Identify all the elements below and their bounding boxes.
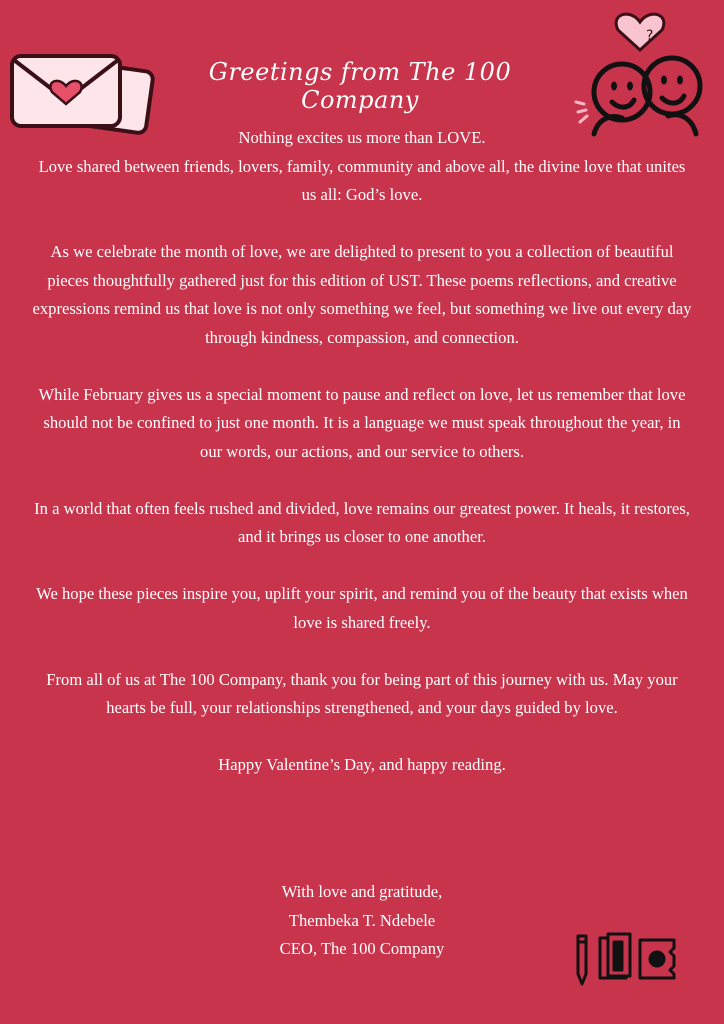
paragraph-2: As we celebrate the month of love, we are delighted to present to you a collection of beautiful pieces thoughtfully gathered just for this edition of UST. These poems reflections, and creative expressions remind us that love is not only something we feel, but something we live out every day through kindness, compassion, and connection.	[32, 242, 692, 347]
signature-name: Thembeka T. Ndebele	[288, 910, 436, 930]
paragraph-5: We hope these pieces inspire you, uplift your spirit, and remind you of the beauty that exists when love is shared freely.	[36, 584, 688, 632]
pencil-book-sharpener-icon	[572, 928, 682, 990]
page-title: Greetings from The 100 Company	[208, 58, 512, 114]
paragraph-3: While February gives us a special moment to pause and reflect on love, let us remember that love should not be confined to just one month. It is a language we must speak throughout the year, in our words, our actions, and our service to others.	[38, 384, 686, 461]
signature-closing: With love and gratitude,	[281, 882, 443, 901]
paragraph-6: From all of us at The 100 Company, thank you for being part of this journey with us. May your hearts be full, your relationships strengthened, and your days guided by love.	[46, 669, 678, 717]
svg-text:?: ?	[646, 28, 654, 44]
paragraph-4: In a world that often feels rushed and divided, love remains our greatest power. It heals, it restores, and it brings us closer to one another.	[34, 498, 690, 546]
signature-role: CEO, The 100 Company	[279, 939, 445, 958]
paragraph-7: Happy Valentine’s Day, and happy reading.	[218, 755, 506, 774]
signature-block	[200, 878, 524, 964]
paragraph-1-line-2: Love shared between friends, lovers, family, community and above all, the divine love that unites us all: God’s love.	[38, 156, 686, 204]
letter-body	[32, 124, 692, 780]
paragraph-1-line-1: Nothing excites us more than LOVE.	[238, 128, 486, 147]
